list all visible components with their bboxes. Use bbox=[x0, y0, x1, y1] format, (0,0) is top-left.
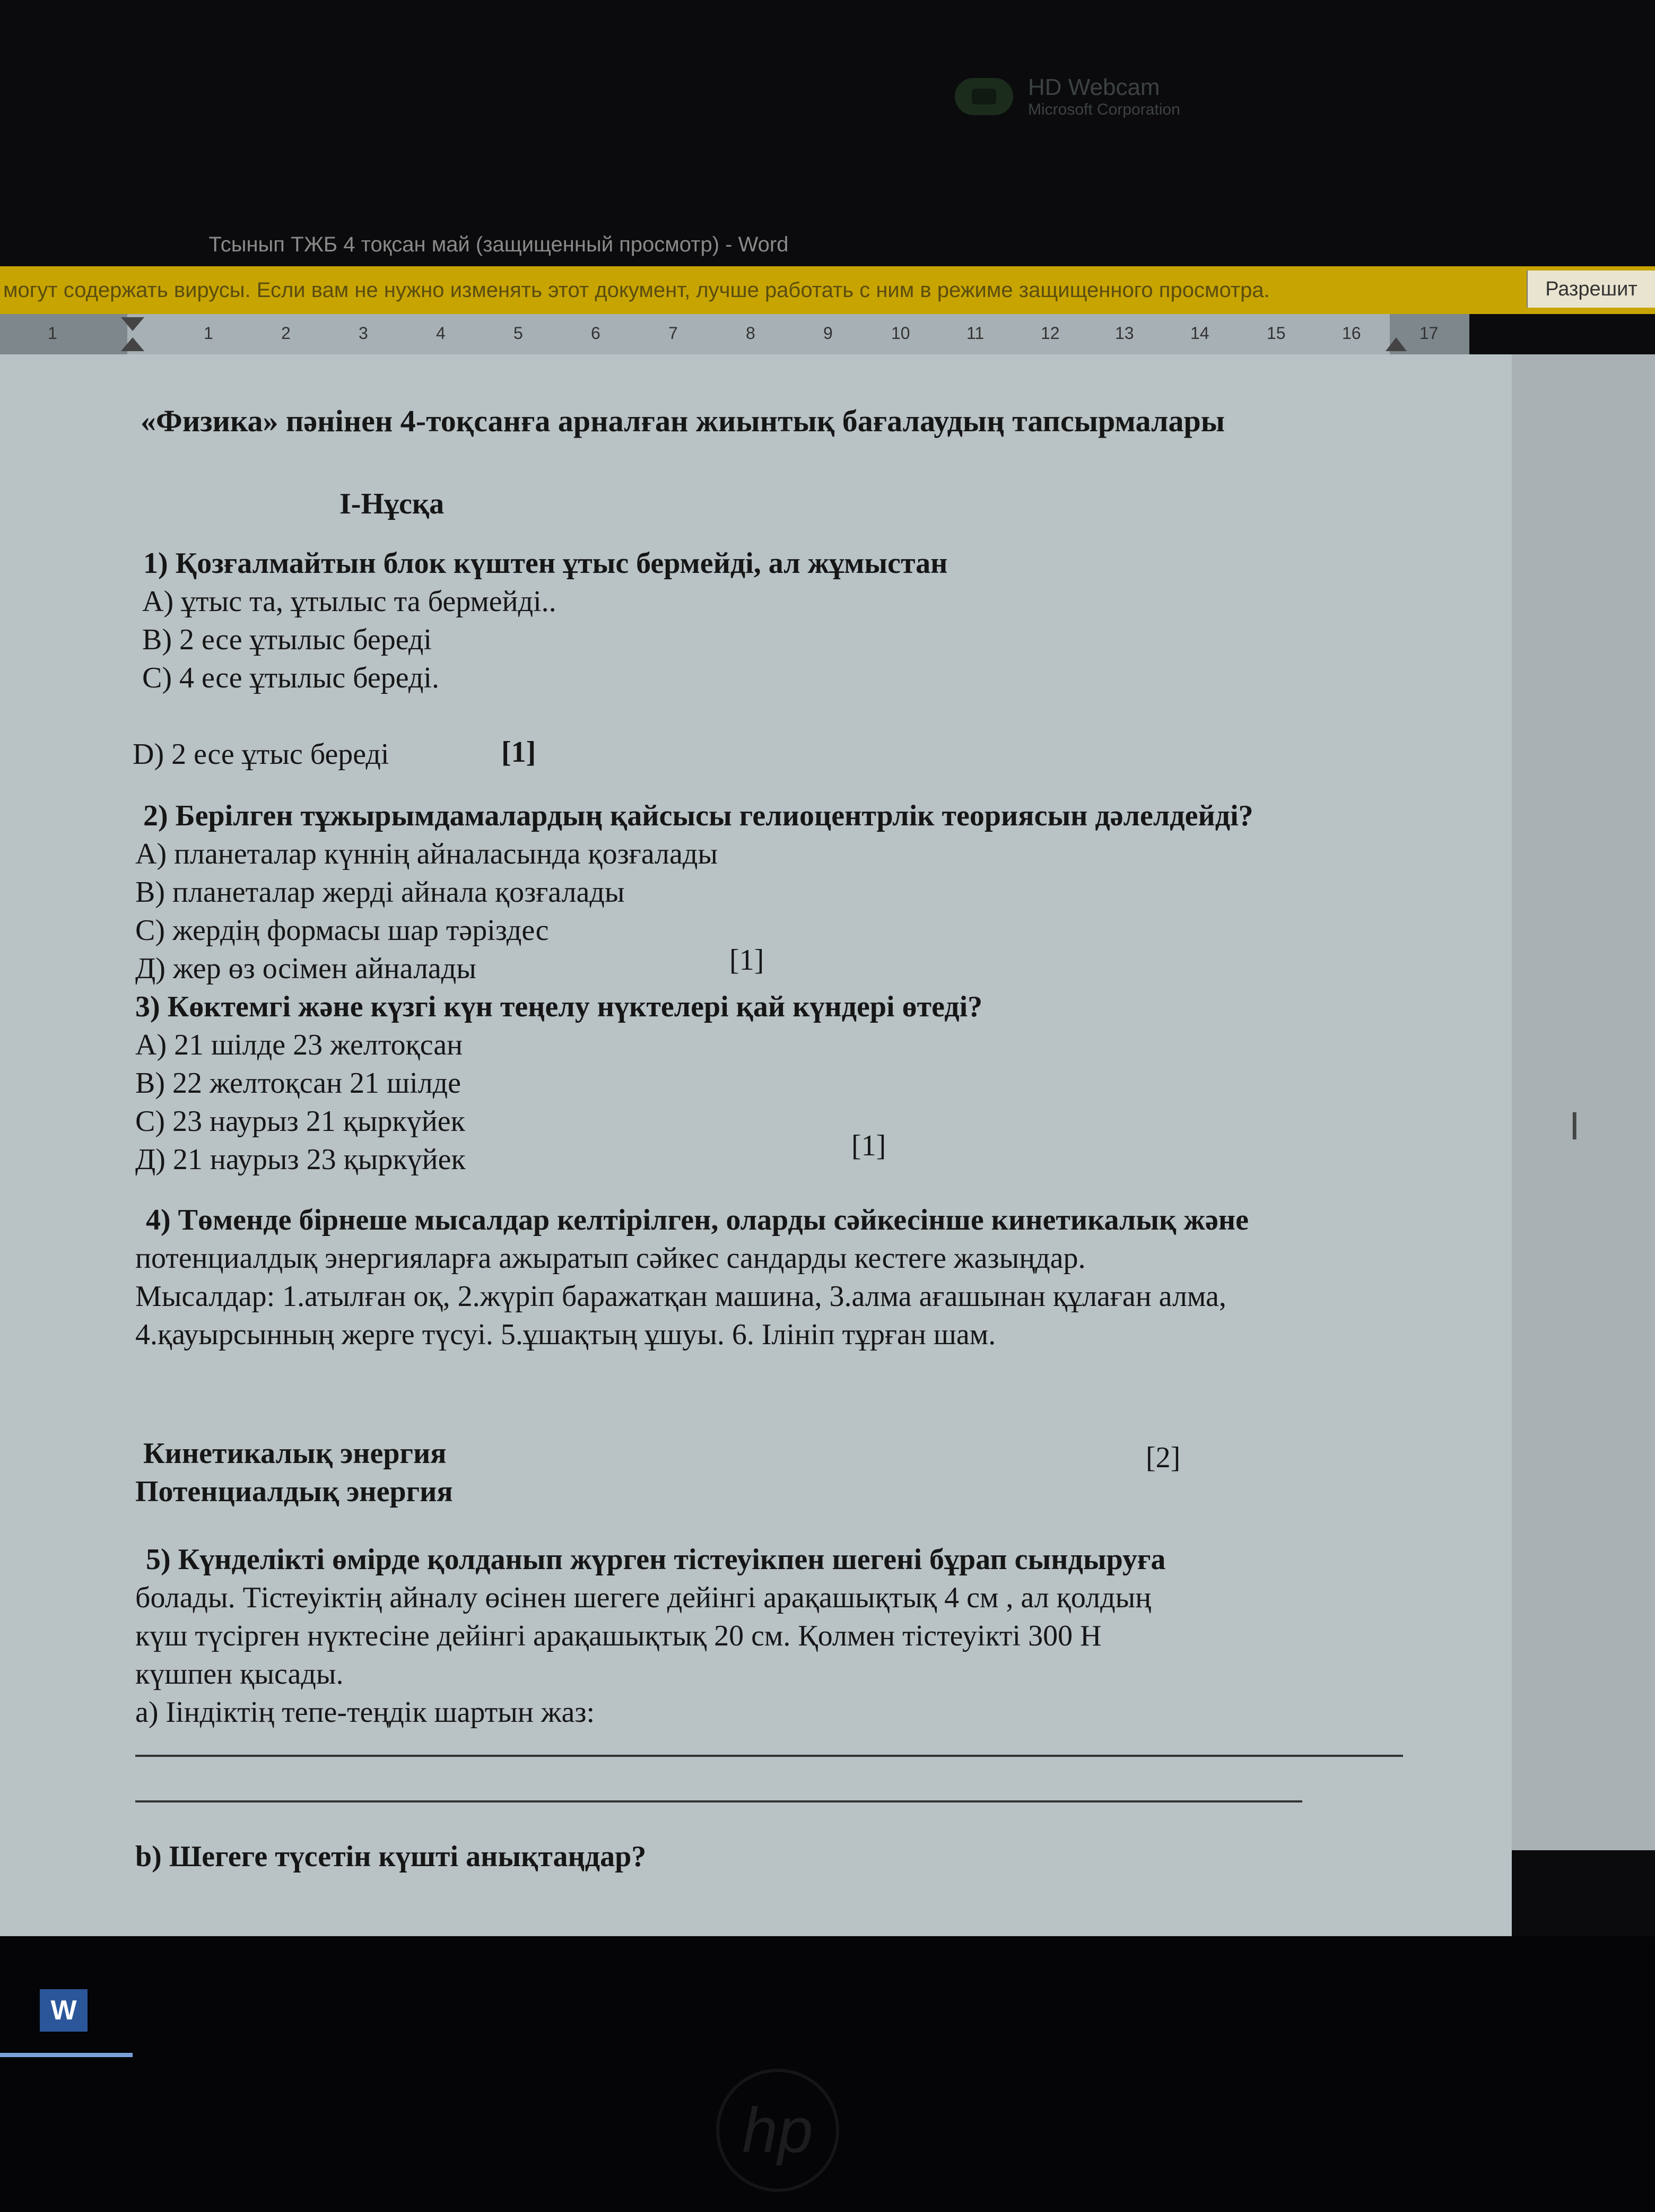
q3-option-d: Д) 21 наурыз 23 қыркүйек bbox=[135, 1143, 466, 1176]
ruler-number: 15 bbox=[1267, 324, 1286, 343]
answer-line bbox=[135, 1800, 1302, 1802]
hp-logo: hp bbox=[716, 2069, 839, 2192]
right-indent-marker[interactable] bbox=[1386, 337, 1407, 351]
ruler-number: 2 bbox=[281, 324, 291, 343]
window-title-bar bbox=[0, 223, 1655, 266]
q5-line4: күшпен қысады. bbox=[135, 1658, 344, 1691]
q2-question: 2) Берілген тұжырымдамалардың қайсысы гелиоцентрлік теориясын дәлелдейді? bbox=[143, 799, 1253, 832]
q3-option-a: А) 21 шілде 23 желтоқсан bbox=[135, 1029, 463, 1061]
word-taskbar-button[interactable] bbox=[37, 1984, 90, 2037]
q2-option-d: Д) жер өз осімен айналады bbox=[135, 952, 476, 985]
q3-question: 3) Көктемгі және күзгі күн теңелу нүктелері қай күндері өтеді? bbox=[135, 990, 983, 1023]
q2-score: [1] bbox=[729, 944, 764, 977]
protected-view-message: могут содержать вирусы. Если вам не нужно изменять этот документ, лучше работать с ним в режиме защищенного просмотра. bbox=[3, 278, 1270, 302]
ruler-number: 3 bbox=[359, 324, 368, 343]
q2-option-c: С) жердің формасы шар тәріздес bbox=[135, 914, 549, 947]
q3-score: [1] bbox=[851, 1129, 886, 1162]
left-indent-marker[interactable] bbox=[121, 337, 144, 351]
q5-line3: күш түсірген нүктесіне дейінгі арақашықтық 20 см. Қолмен тістеуікті 300 Н bbox=[135, 1619, 1102, 1652]
q5-part-a: а) Ііндіктің тепе-теңдік шартын жаз: bbox=[135, 1696, 595, 1729]
document-title: «Физика» пәнінен 4-тоқсанға арналған жиынтық бағалаудың тапсырмалары bbox=[141, 404, 1225, 438]
q3-option-b: В) 22 желтоқсан 21 шілде bbox=[135, 1067, 461, 1100]
q4-score: [2] bbox=[1146, 1441, 1181, 1474]
text-cursor-icon: I bbox=[1569, 1104, 1580, 1148]
word-icon: W bbox=[40, 1989, 88, 2032]
notification-title: HD Webcam bbox=[1028, 74, 1160, 100]
variant-heading: I-Нұсқа bbox=[339, 487, 445, 520]
q4-line1: 4) Төменде бірнеше мысалдар келтірілген, оларды сәйкесінше кинетикалық және bbox=[146, 1204, 1249, 1236]
horizontal-ruler[interactable] bbox=[0, 314, 1469, 355]
ruler-number: 1 bbox=[204, 324, 213, 343]
webcam-notification[interactable] bbox=[955, 74, 1180, 119]
ruler-number: 17 bbox=[1419, 324, 1439, 343]
answer-line bbox=[135, 1755, 1403, 1757]
ruler-number: 12 bbox=[1041, 324, 1060, 343]
q1-option-a: А) ұтыс та, ұтылыс та бермейді.. bbox=[142, 585, 556, 618]
ruler-number: 10 bbox=[891, 324, 910, 343]
q1-score: [1] bbox=[501, 736, 536, 769]
q4-line2: потенциалдық энергияларға ажыратып сәйкес сандарды кестеге жазыңдар. bbox=[135, 1242, 1086, 1275]
q4-line4: 4.қауырсынның жерге түсуі. 5.ұшақтың ұшуы. 6. Ілініп тұрған шам. bbox=[135, 1318, 996, 1351]
q4-kinetic-label: Кинетикалық энергия bbox=[143, 1437, 447, 1470]
q1-option-c: С) 4 есе ұтылыс береді. bbox=[142, 661, 439, 694]
document-right-gutter bbox=[1512, 354, 1655, 1850]
q1-option-b: В) 2 есе ұтылыс береді bbox=[142, 623, 432, 656]
q4-line3: Мысалдар: 1.атылған оқ, 2.жүріп баражатқан машина, 3.алма ағашынан құлаған алма, bbox=[135, 1280, 1226, 1313]
ruler-number: 7 bbox=[668, 324, 678, 343]
document-page[interactable] bbox=[0, 354, 1512, 1940]
ruler-number: 16 bbox=[1342, 324, 1361, 343]
ruler-left-margin bbox=[0, 314, 127, 354]
notification-subtitle: Microsoft Corporation bbox=[1028, 101, 1180, 118]
q1-question: 1) Қозғалмайтын блок күштен ұтыс бермейді, ал жұмыстан bbox=[143, 547, 948, 580]
first-line-indent-marker[interactable] bbox=[121, 317, 144, 331]
ruler-number: 11 bbox=[966, 324, 985, 343]
ruler-number: 5 bbox=[513, 324, 523, 343]
taskbar-active-indicator bbox=[0, 2053, 133, 2057]
enable-editing-button[interactable]: Разрешит bbox=[1527, 271, 1655, 308]
q2-option-b: В) планеталар жерді айнала қозғалады bbox=[135, 876, 625, 909]
ruler-number: 8 bbox=[746, 324, 755, 343]
taskbar bbox=[0, 1936, 1655, 2212]
q3-option-c: С) 23 наурыз 21 қыркүйек bbox=[135, 1105, 465, 1138]
protected-view-bar bbox=[0, 266, 1655, 314]
q5-part-b: b) Шегеге түсетін күшті анықтаңдар? bbox=[135, 1840, 647, 1873]
ruler-number: 6 bbox=[591, 324, 600, 343]
q5-line1: 5) Күнделікті өмірде қолданып жүрген тістеуікпен шегені бұрап сындыруға bbox=[146, 1543, 1166, 1576]
q1-option-d: D) 2 есе ұтыс береді bbox=[133, 738, 389, 771]
q4-potential-label: Потенциалдық энергия bbox=[135, 1475, 453, 1508]
ruler-number: 9 bbox=[823, 324, 833, 343]
q2-option-a: А) планеталар күннің айналасында қозғалады bbox=[135, 838, 718, 870]
ruler-number: 13 bbox=[1115, 324, 1134, 343]
ruler-number: 1 bbox=[48, 324, 57, 343]
ruler-number: 4 bbox=[436, 324, 446, 343]
q5-line2: болады. Тістеуіктің айналу өсінен шегеге дейінгі арақашықтық 4 см , ал қолдың bbox=[135, 1581, 1152, 1614]
window-title: Тсынып ТЖБ 4 тоқсан май (защищенный просмотр) - Word bbox=[208, 232, 789, 256]
webcam-icon bbox=[955, 78, 1013, 115]
ruler-number: 14 bbox=[1190, 324, 1209, 343]
